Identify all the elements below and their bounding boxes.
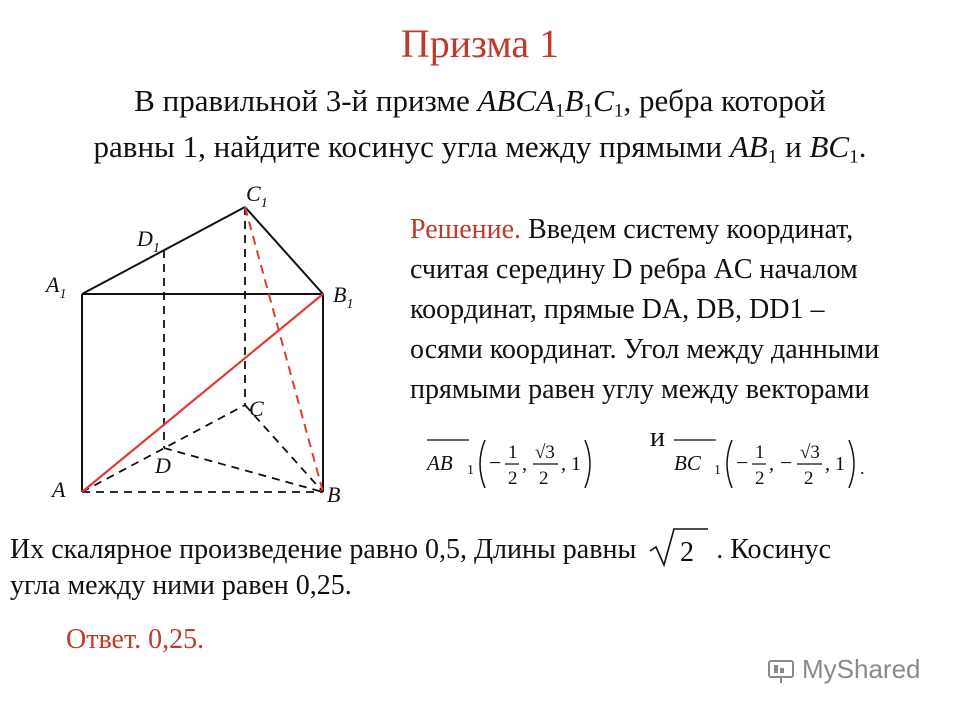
vertex-label-c: C <box>249 396 264 421</box>
prism-vertex: B <box>564 83 584 118</box>
slide-title: Призма 1 <box>400 21 560 66</box>
vector-subscript: 1 <box>714 463 721 478</box>
coord-value: 1 <box>571 453 581 475</box>
vertex-label-a1: $A_1$ <box>46 272 67 302</box>
segment-d-b <box>164 448 323 492</box>
coord-numerator: 1 <box>755 442 765 463</box>
coord-sign: − <box>736 450 749 475</box>
line-bc1: BC <box>809 129 850 164</box>
vector-subscript: 1 <box>467 463 474 478</box>
watermark-text: MyShared <box>802 654 921 684</box>
vector-bc1-formula <box>672 432 892 494</box>
svg-text:.: . <box>860 458 865 478</box>
problem-line-2 <box>0 128 960 166</box>
vertex-label-b1: $B_1$ <box>333 282 354 312</box>
svg-text:,: , <box>769 453 774 475</box>
solution-line-5: прямыми равен углу между векторами <box>410 374 870 405</box>
coord-denominator: 2 <box>804 468 814 489</box>
line-ab1: AB <box>729 129 768 164</box>
solution-line-4: осями координат. Угол между данными <box>410 334 880 365</box>
coord-numerator: √3 <box>800 442 820 463</box>
prism-vertex: C <box>593 83 614 118</box>
coord-sign: − <box>780 450 793 475</box>
solution-text: Введем систему координат, <box>521 214 854 245</box>
coord-denominator: 2 <box>508 468 518 489</box>
problem-text: равны 1, найдите косинус угла между прямыми <box>93 129 730 164</box>
subscript: 1 <box>613 100 624 122</box>
watermark <box>766 654 921 685</box>
conclusion-text: Их скалярное произведение равно 0,5, Длины равны <box>10 534 637 565</box>
conclusion-line-2: угла между ними равен 0,25. <box>10 570 352 601</box>
svg-text:,: , <box>561 453 566 475</box>
problem-line-1 <box>0 82 960 120</box>
svg-text:,: , <box>522 453 527 475</box>
coord-numerator: √3 <box>535 442 555 463</box>
answer-label: Ответ. <box>66 624 142 655</box>
conjunction: и <box>777 129 810 164</box>
answer <box>66 624 204 656</box>
vertex-label-d1: $D_1$ <box>137 226 160 256</box>
vertex-label-b: B <box>327 482 341 507</box>
solution-line-3: координат, прямые DA, DB, DD1 – <box>410 294 825 325</box>
vertex-label-c1: $C_1$ <box>246 185 268 211</box>
coord-value: 1 <box>835 453 845 475</box>
subscript: 1 <box>555 100 565 122</box>
vector-ab1-formula <box>425 432 615 494</box>
svg-text:,: , <box>825 453 830 475</box>
subscript: 1 <box>583 100 594 122</box>
vertex-label-a: A <box>52 477 66 502</box>
line-ab1-segment <box>82 294 323 492</box>
conjunction-and: и <box>650 422 665 453</box>
vector-name: AB <box>427 451 453 475</box>
presentation-icon <box>766 655 796 685</box>
problem-text: В правильной 3-й призме <box>134 83 478 118</box>
subscript: 1 <box>767 146 778 168</box>
subscript: 1 <box>849 146 859 168</box>
coord-numerator: 1 <box>508 442 518 463</box>
prism-diagram <box>40 185 380 515</box>
answer-value: 0,25. <box>141 624 205 655</box>
vertex-label-d: D <box>155 453 171 478</box>
sqrt-radicand: 2 <box>680 536 695 568</box>
coord-denominator: 2 <box>755 468 765 489</box>
prism-name: ABCA <box>477 83 555 118</box>
coord-denominator: 2 <box>539 468 549 489</box>
solution-line-1 <box>410 210 950 250</box>
conclusion-text: . Косинус <box>716 534 832 565</box>
period: . <box>858 129 867 164</box>
vector-name: BC <box>674 451 701 475</box>
sqrt-expression <box>636 537 716 567</box>
solution-label: Решение. <box>410 214 522 245</box>
solution-line-2: считая середину D ребра AC началом <box>410 254 858 285</box>
coord-sign: − <box>489 450 502 475</box>
problem-text: , ребра которой <box>623 83 826 118</box>
conclusion-line-1 <box>10 532 831 568</box>
